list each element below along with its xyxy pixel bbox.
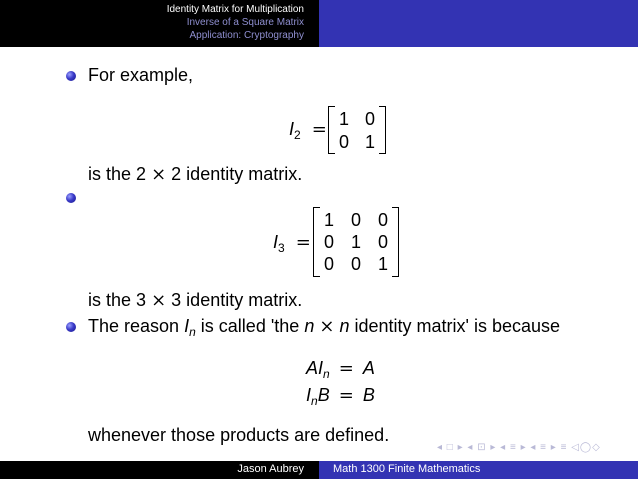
matrix-cell: 0 bbox=[364, 109, 375, 129]
header-right-panel bbox=[319, 0, 638, 47]
matrix-cell: 0 bbox=[323, 254, 334, 274]
left-bracket bbox=[328, 106, 335, 154]
matrix-i3 bbox=[313, 207, 399, 277]
footer-author: Jason Aubrey bbox=[237, 463, 304, 475]
bullet-text-example: For example, bbox=[88, 65, 194, 85]
matrix-cell: 1 bbox=[323, 210, 334, 230]
bullet-icon bbox=[66, 71, 76, 81]
i3-caption: is the 3 × 3 identity matrix. bbox=[88, 290, 303, 311]
matrix-cell: 0 bbox=[350, 210, 361, 230]
bullet-icon bbox=[66, 322, 76, 332]
i2-caption: is the 2 × 2 identity matrix. bbox=[88, 164, 303, 185]
left-bracket bbox=[313, 207, 320, 277]
section-nav bbox=[0, 0, 319, 47]
right-bracket bbox=[392, 207, 399, 277]
footer-bar bbox=[0, 461, 638, 479]
i3-label: $I_3$ = bbox=[273, 232, 311, 255]
matrix-cell: 0 bbox=[377, 232, 388, 252]
i2-label: $I_2$ = bbox=[289, 119, 327, 142]
nav-item-inverse[interactable]: Inverse of a Square Matrix bbox=[186, 17, 304, 28]
equation-a-in: $AI_n = A$ bbox=[306, 358, 375, 381]
beamer-nav-controls[interactable]: ◂ □ ▸ ◂ ⊡ ▸ ◂ ≡ ▸ ◂ ≡ ▸ ≡ ◁◯◇ bbox=[437, 442, 601, 453]
reason-text: The reason $I_n$ is called 'the n × n identity matrix' is because bbox=[88, 316, 561, 339]
matrix-cell: 1 bbox=[338, 109, 349, 129]
matrix-cell: 1 bbox=[377, 254, 388, 274]
bullet-icon bbox=[66, 193, 76, 203]
matrix-cell: 1 bbox=[364, 132, 375, 152]
matrix-cell: 0 bbox=[350, 254, 361, 274]
right-bracket bbox=[379, 106, 386, 154]
matrix-cell: 0 bbox=[377, 210, 388, 230]
matrix-cell: 1 bbox=[350, 232, 361, 252]
nav-item-cryptography[interactable]: Application: Cryptography bbox=[189, 30, 304, 41]
equation-in-b: $I_nB = B$ bbox=[306, 385, 375, 408]
header-bar bbox=[0, 0, 638, 47]
matrix-i2 bbox=[328, 106, 386, 154]
closing-text: whenever those products are defined. bbox=[88, 425, 390, 445]
footer-course: Math 1300 Finite Mathematics bbox=[333, 463, 481, 475]
matrix-cell: 0 bbox=[338, 132, 349, 152]
nav-item-identity-matrix[interactable]: Identity Matrix for Multiplication bbox=[166, 4, 304, 15]
matrix-cell: 0 bbox=[323, 232, 334, 252]
